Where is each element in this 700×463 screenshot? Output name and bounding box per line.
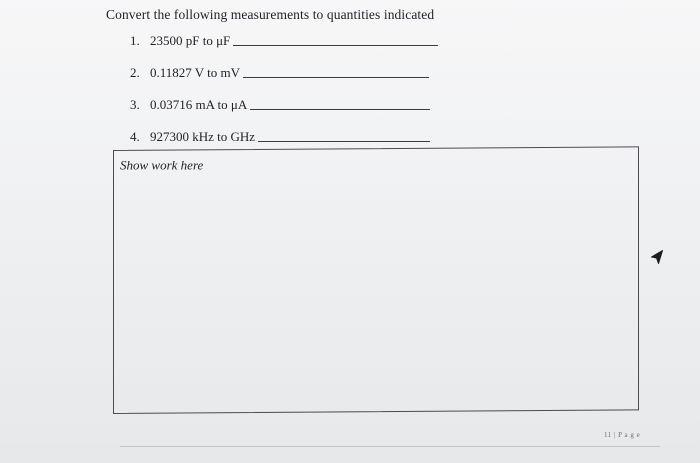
question-1 — [130, 32, 438, 49]
question-number: 2. — [130, 65, 140, 80]
show-work-label: Show work here — [120, 157, 204, 173]
question-number: 4. — [130, 129, 140, 144]
instructions-heading: Convert the following measurements to quantities indicated — [106, 7, 435, 22]
question-text: 0.11827 V to mV — [150, 65, 241, 80]
answer-blank[interactable] — [258, 129, 430, 142]
mouse-pointer-icon — [650, 249, 664, 265]
footer-divider — [120, 446, 660, 447]
answer-blank[interactable] — [243, 65, 429, 78]
answer-blank[interactable] — [233, 33, 438, 46]
page-number: 11 | P a g e — [604, 431, 641, 439]
question-4 — [130, 128, 430, 145]
question-number: 1. — [130, 33, 140, 48]
show-work-box[interactable] — [113, 146, 639, 414]
question-text: 23500 pF to μF — [150, 33, 231, 48]
question-number: 3. — [130, 97, 140, 112]
question-text: 927300 kHz to GHz — [150, 129, 256, 144]
question-text: 0.03716 mA to μA — [150, 97, 248, 112]
answer-blank[interactable] — [250, 97, 430, 110]
question-2 — [130, 64, 429, 81]
question-3 — [130, 96, 430, 113]
